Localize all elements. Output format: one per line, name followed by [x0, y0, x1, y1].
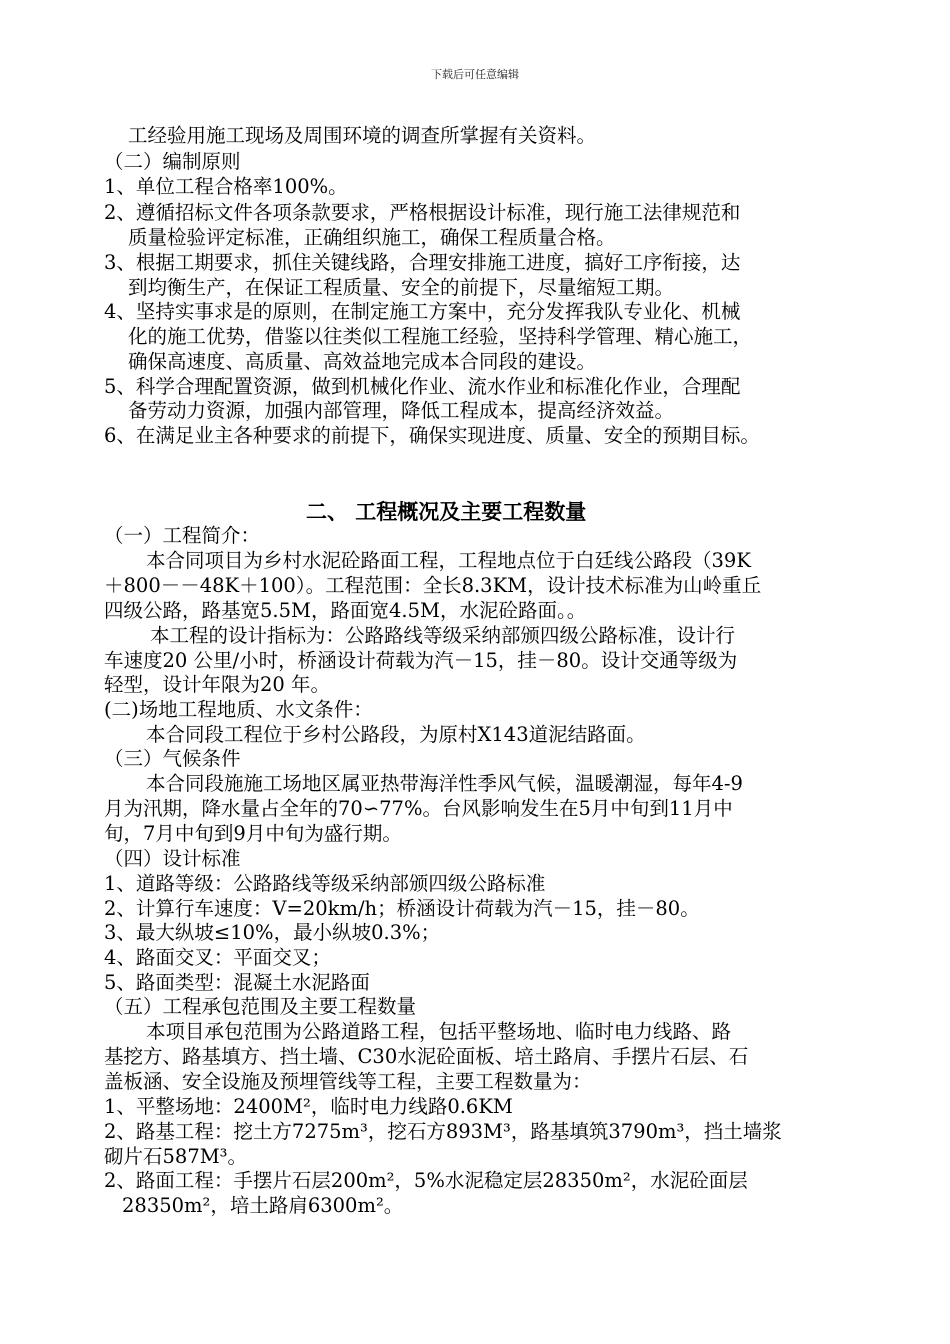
- text-line: 本合同项目为乡村水泥砼路面工程，工程地点位于白廷线公路段（39K: [146, 549, 751, 572]
- text-line: 本项目承包范围为公路道路工程，包括平整场地、临时电力线路、路: [146, 1020, 732, 1043]
- text-line: （四）设计标准: [104, 847, 241, 870]
- text-line: 2、路面工程：手摆片石层200m²，5%水泥稳定层28350m²，水泥砼面层: [104, 1169, 748, 1192]
- text-line: 3、根据工期要求，抓住关键线路，合理安排施工进度，搞好工序衔接，达: [104, 251, 741, 274]
- text-line: 本合同段施施工场地区属亚热带海洋性季风气候，温暖潮湿，每年4-9: [146, 772, 743, 795]
- text-line: 28350m²，培土路肩6300m²。: [122, 1194, 404, 1217]
- text-line: 到均衡生产，在保证工程质量、安全的前提下，尽量缩短工期。: [128, 276, 675, 299]
- text-line: （五）工程承包范围及主要工程数量: [104, 995, 417, 1018]
- text-line: （三）气候条件: [104, 747, 241, 770]
- text-line: 备劳动力资源，加强内部管理，降低工程成本，提高经济效益。: [128, 399, 675, 422]
- text-line: 本合同段工程位于乡村公路段，为原村X143道泥结路面。: [146, 723, 646, 746]
- text-line: 化的施工优势，借鉴以往类似工程施工经验，坚持科学管理、精心施工，: [128, 325, 753, 348]
- text-line: 4、路面交叉：平面交叉；: [104, 946, 331, 969]
- text-line: (二)场地工程地质、水文条件：: [104, 698, 373, 721]
- text-line: 车速度20 公里/小时，桥涵设计荷载为汽－15，挂－80。设计交通等级为: [104, 649, 738, 672]
- text-line: （二）编制原则: [104, 150, 241, 173]
- page-header: 下载后可任意编辑: [431, 68, 519, 81]
- text-line: 盖板涵、安全设施及预埋管线等工程，主要工程数量为：: [104, 1070, 592, 1093]
- text-line: 轻型，设计年限为20 年。: [104, 673, 331, 696]
- text-line: 质量检验评定标准，正确组织施工，确保工程质量合格。: [128, 226, 616, 249]
- text-line: 确保高速度、高质量、高效益地完成本合同段的建设。: [128, 350, 597, 373]
- text-line: 2、计算行车速度：V=20km/h；桥涵设计荷载为汽－15，挂－80。: [104, 897, 700, 920]
- text-line: 6、在满足业主各种要求的前提下，确保实现进度、质量、安全的预期目标。: [104, 424, 760, 447]
- text-line: 四级公路，路基宽5.5M，路面宽4.5M，水泥砼路面。。: [104, 599, 587, 622]
- text-line: 基挖方、路基填方、挡土墙、C30水泥砼面板、培土路肩、手摆片石层、石: [104, 1045, 749, 1068]
- text-line: 月为汛期，降水量占全年的70∽77%。台风影响发生在5月中旬到11月中: [104, 797, 733, 820]
- text-line: 旬，7月中旬到9月中旬为盛行期。: [104, 822, 402, 845]
- text-line: 4、坚持实事求是的原则，在制定施工方案中，充分发挥我队专业化、机械: [104, 300, 741, 323]
- text-line: ＋800－－48K＋100）。工程范围：全长8.3KM，设计技术标准为山岭重丘: [104, 574, 762, 597]
- text-line: （一）工程简介：: [104, 524, 261, 547]
- text-line: 本工程的设计指标为：公路路线等级采纳部颁四级公路标准，设计行: [150, 624, 736, 647]
- text-line: 5、科学合理配置资源，做到机械化作业、流水作业和标准化作业，合理配: [104, 375, 741, 398]
- text-line: 1、单位工程合格率100%。: [104, 175, 348, 198]
- text-line: 砌片石587M³。: [104, 1145, 248, 1168]
- text-line: 5、路面类型：混凝土水泥路面: [104, 971, 370, 994]
- text-line: 2、遵循招标文件各项条款要求，严格根据设计标准，现行施工法律规范和: [104, 201, 741, 224]
- text-line: 1、平整场地：2400M²，临时电力线路0.6KM: [104, 1095, 513, 1118]
- text-line: 3、最大纵坡≤10%，最小纵坡0.3%；: [104, 921, 441, 944]
- text-line: 1、道路等级：公路路线等级采纳部颁四级公路标准: [104, 872, 546, 895]
- text-line: 工经验用施工现场及周围环境的调查所掌握有关资料。: [128, 124, 597, 147]
- text-line: 2、路基工程：挖土方7275m³，挖石方893M³，路基填筑3790m³，挡土墙浆: [104, 1120, 782, 1143]
- section-heading: 二、 工程概况及主要工程数量: [306, 500, 587, 524]
